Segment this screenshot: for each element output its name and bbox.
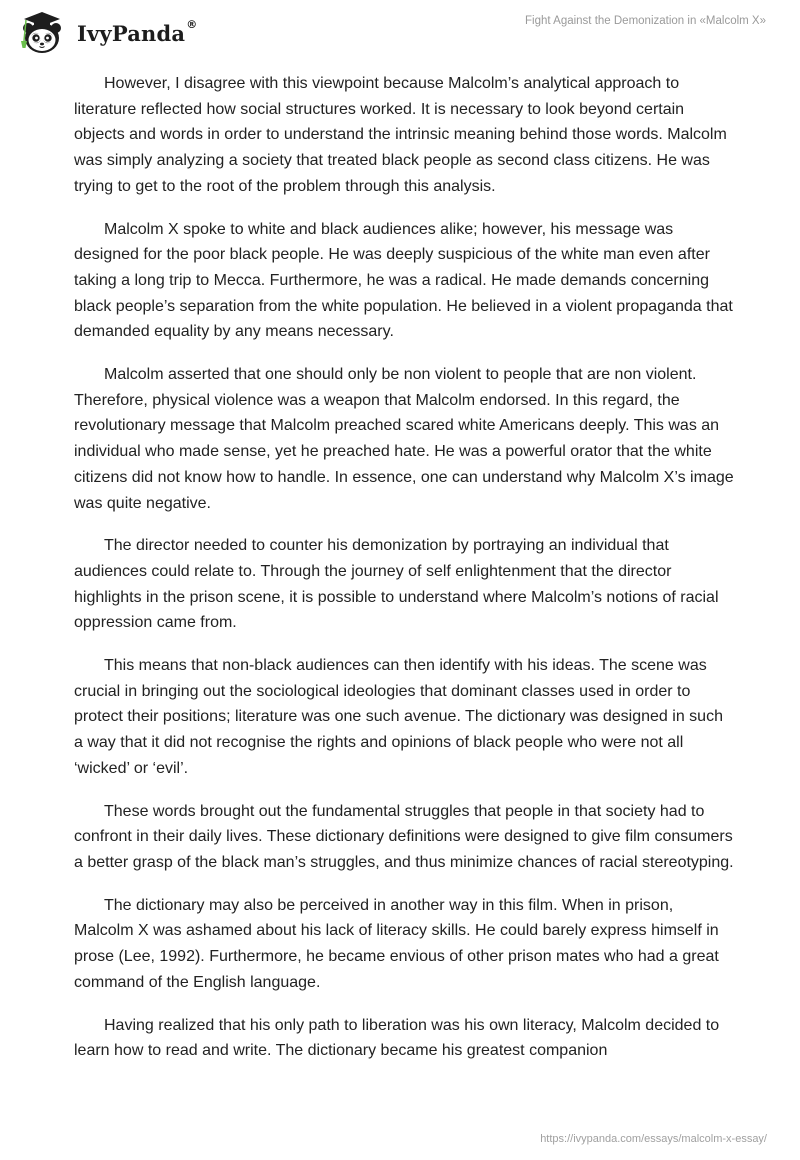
brand-logo[interactable]	[14, 8, 197, 56]
paragraph: Having realized that his only path to liberation was his own literacy, Malcolm decided to learn how to read and write. The dictionary became his greatest companion	[74, 1016, 720, 1060]
paragraph: This means that non-black audiences can then identify with his ideas. The scene was crucial in bringing out the sociological ideologies that dominant classes used in order to protect their positions; literature was one such avenue. The dictionary was designed in such a way that it did not recognise the rights and opinions of black people who were not all ‘wicked’ or ‘evil’.	[74, 657, 723, 777]
panda-logo-icon	[14, 9, 72, 55]
paragraph: However, I disagree with this viewpoint because Malcolm’s analytical approach to literature reflected how social structures worked. It is necessary to look beyond certain objects and words in order to understand the intrinsic meaning behind those words. Malcolm was simply analyzing a society that treated black people as second class citizens. He was trying to get to the root of the problem through this analysis.	[74, 75, 727, 195]
paragraph: The director needed to counter his demonization by portraying an individual that audiences could relate to. Through the journey of self enlightenment that the director highlights in the prison scene, it is possible to understand where Malcolm’s notions of racial oppression came from.	[74, 537, 719, 632]
page-header	[0, 0, 800, 64]
paragraph: These words brought out the fundamental struggles that people in that society had to confront in their daily lives. These dictionary definitions were designed to give film consumers a better grasp of the black man’s struggles, and thus minimize chances of racial stereotyping.	[74, 802, 734, 871]
brand-name: IvyPanda®	[77, 17, 198, 46]
registered-mark: ®	[186, 17, 198, 31]
source-url[interactable]: https://ivypanda.com/essays/malcolm-x-essay/	[540, 1133, 767, 1145]
essay-body	[74, 71, 734, 1081]
page-title: Fight Against the Demonization in «Malcolm X»	[525, 15, 766, 27]
paragraph: Malcolm X spoke to white and black audiences alike; however, his message was designed for the poor black people. He was deeply suspicious of the white man even after taking a long trip to Mecca. Furthermore, he was a radical. He made demands concerning black people’s separation from the white population. He believed in a violent propaganda that demanded equality by any means necessary.	[74, 220, 733, 341]
paragraph: Malcolm asserted that one should only be non violent to people that are non violent. Therefore, physical violence was a weapon that Malcolm endorsed. In this regard, the revolutionary message that Malcolm preached scared white Americans deeply. This was an individual who made sense, yet he preached hate. He was a powerful orator that the white citizens did not know how to handle. In essence, one can understand why Malcolm X’s image was quite negative.	[74, 366, 734, 512]
paragraph: The dictionary may also be perceived in another way in this film. When in prison, Malcolm X was ashamed about his lack of literacy skills. He could barely express himself in prose (Lee, 1992). Furthermore, he became envious of other prison mates who had a great command of the English language.	[74, 896, 719, 991]
